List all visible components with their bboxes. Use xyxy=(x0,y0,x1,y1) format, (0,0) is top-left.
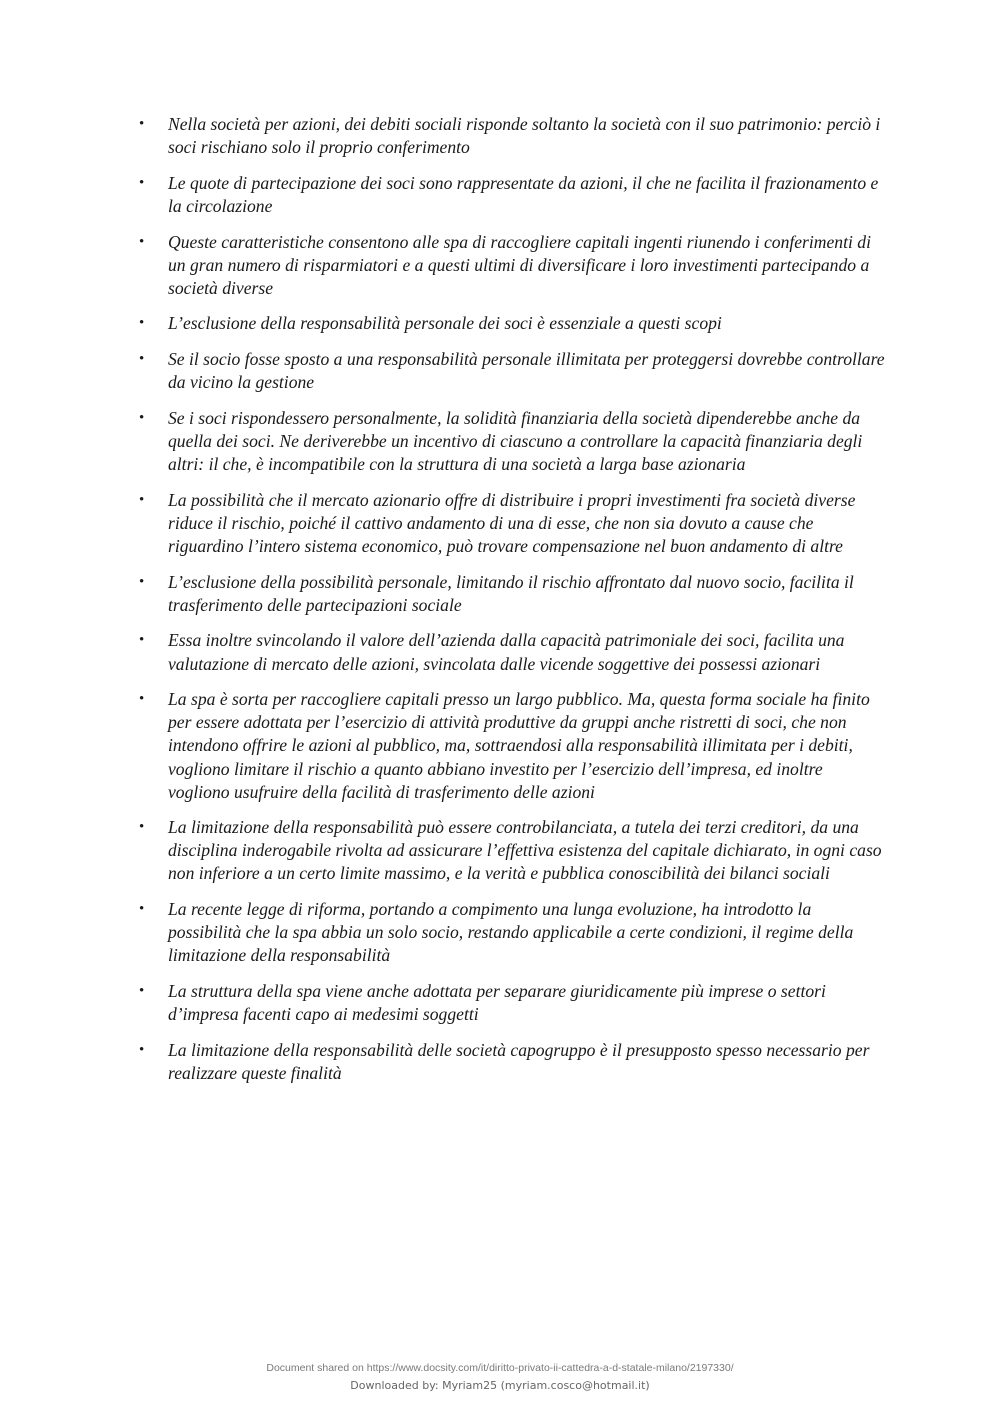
bullet-icon: • xyxy=(139,174,145,191)
bullet-icon: • xyxy=(139,351,145,368)
list-item xyxy=(136,898,888,967)
list-item xyxy=(136,980,888,1026)
list-item-text: La limitazione della responsabilità delle società capogruppo è il presupposto spesso necessario per realizzare queste finalità xyxy=(168,1039,870,1083)
list-item-text: La struttura della spa viene anche adottata per separare giuridicamente più imprese o settori d’impresa facenti capo ai medesimi soggetti xyxy=(168,981,826,1025)
bullet-icon: • xyxy=(139,1041,145,1058)
bullet-icon: • xyxy=(139,233,145,250)
list-item xyxy=(136,629,888,675)
bullet-icon: • xyxy=(139,573,145,590)
list-item xyxy=(136,113,888,159)
list-item-text: Nella società per azioni, dei debiti sociali risponde soltanto la società con il suo patrimonio: perciò i soci rischiano solo il proprio conferimento xyxy=(168,114,881,158)
bullet-icon: • xyxy=(139,901,145,918)
bullet-icon: • xyxy=(139,409,145,426)
list-item xyxy=(136,312,888,335)
list-item-text: L’esclusione della responsabilità personale dei soci è essenziale a questi scopi xyxy=(168,313,722,334)
list-item xyxy=(136,1039,888,1085)
list-item-text: La possibilità che il mercato azionario offre di distribuire i propri investimenti fra società diverse riduce il rischio, poiché il cattivo andamento di una di esse, che non sia dovuto a cause che riguardino l’intero sistema economico, può trovare compensazione nel buon andamento di altre xyxy=(168,489,856,556)
list-item xyxy=(136,688,888,803)
list-item xyxy=(136,172,888,218)
list-item xyxy=(136,348,888,394)
list-item-text: La recente legge di riforma, portando a compimento una lunga evoluzione, ha introdotto la possibilità che la spa abbia un solo socio, restando applicabile a certe condizioni, il regime della limitazione della responsabilità xyxy=(168,899,854,966)
bullet-icon: • xyxy=(139,116,145,132)
bullet-icon: • xyxy=(139,983,145,1000)
bullet-icon: • xyxy=(139,491,145,508)
bullet-list xyxy=(136,113,888,1098)
list-item-text: Essa inoltre svincolando il valore dell’azienda dalla capacità patrimoniale dei soci, facilita una valutazione di mercato delle azioni, svincolata dalle vicende soggettive dei possessi azionari xyxy=(168,630,845,674)
bullet-icon: • xyxy=(139,691,145,708)
footer-shared-note: Document shared on https://www.docsity.com/it/diritto-privato-ii-cattedra-a-d-statale-milano/2197330/ xyxy=(266,1362,734,1374)
list-item xyxy=(136,231,888,300)
list-item xyxy=(136,816,888,885)
list-item xyxy=(136,571,888,617)
list-item-text: Se il socio fosse sposto a una responsabilità personale illimitata per proteggersi dovrebbe controllare da vicino la gestione xyxy=(168,349,885,393)
list-item-text: Queste caratteristiche consentono alle spa di raccogliere capitali ingenti riunendo i conferimenti di un gran numero di risparmiatori e a questi ultimi di diversificare i loro investimenti partecipando a società diverse xyxy=(168,231,871,298)
list-item-text: Le quote di partecipazione dei soci sono rappresentate da azioni, il che ne facilita il frazionamento e la circolazione xyxy=(168,172,879,216)
bullet-icon: • xyxy=(139,315,145,332)
bullet-icon: • xyxy=(139,632,145,649)
list-item-text: La spa è sorta per raccogliere capitali presso un largo pubblico. Ma, questa forma sociale ha finito per essere adottata per l’esercizio di attività produttive da gruppi anche ristretti di soci, che non intendono offrire le azioni al pubblico, ma, sottraendosi alla responsabilità illimitata per i debiti, vogliono limitare il rischio a quanto abbiano investito per l’esercizio dell’impresa, ed inoltre vogliono usufruire della facilità di trasferimento delle azioni xyxy=(168,689,870,802)
bullet-icon: • xyxy=(139,819,145,836)
footer-downloaded-note: Downloaded by: Myriam25 (myriam.cosco@hotmail.it) xyxy=(350,1379,650,1392)
list-item xyxy=(136,407,888,476)
list-item-text: L’esclusione della possibilità personale, limitando il rischio affrontato dal nuovo socio, facilita il trasferimento delle partecipazioni sociale xyxy=(168,571,854,615)
list-item xyxy=(136,489,888,558)
list-item-text: Se i soci rispondessero personalmente, la solidità finanziaria della società dipenderebbe anche da quella dei soci. Ne deriverebbe un incentivo di ciascuno a controllare la capacità finanziaria degli altri: il che, è incompatibile con la struttura di una società a larga base azionaria xyxy=(168,407,863,475)
list-item-text: La limitazione della responsabilità può essere controbilanciata, a tutela dei terzi creditori, da una disciplina inderogabile rivolta ad assicurare l’effettiva esistenza del capitale dichiarato, in ogni caso non inferiore a un certo limite massimo, e la verità e pubblica conoscibilità dei bilanci sociali xyxy=(168,817,882,884)
